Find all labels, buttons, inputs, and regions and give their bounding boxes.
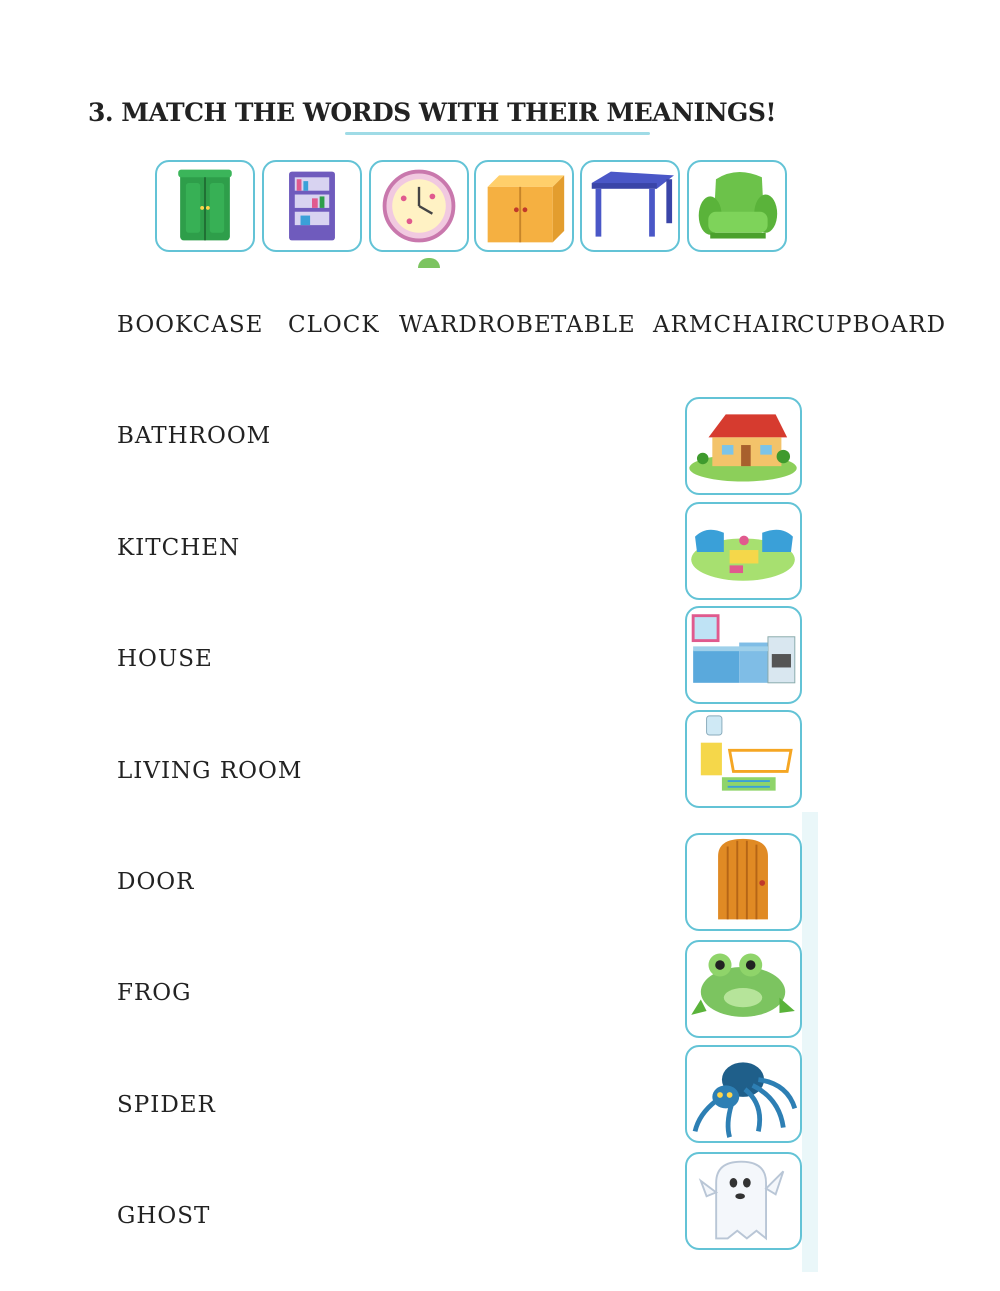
picture-card-clock xyxy=(369,160,469,252)
title-underline-decoration xyxy=(345,132,650,135)
table-icon xyxy=(582,162,678,250)
word-bookcase: BOOKCASE xyxy=(117,312,264,338)
word-clock: CLOCK xyxy=(288,312,380,338)
picture-card-kitchen xyxy=(685,606,802,704)
row-label-house: HOUSE xyxy=(117,646,213,672)
picture-card-living-room xyxy=(685,502,802,600)
picture-card-wardrobe xyxy=(155,160,255,252)
armchair-icon xyxy=(689,162,785,250)
decorative-strip xyxy=(802,812,818,1272)
frog-icon xyxy=(687,942,800,1036)
picture-card-spider xyxy=(685,1045,802,1143)
row-label-spider: SPIDER xyxy=(117,1092,216,1118)
picture-card-cupboard xyxy=(474,160,574,252)
word-cupboard: CUPBOARD xyxy=(797,312,947,338)
row-label-door: DOOR xyxy=(117,869,195,895)
spider-icon xyxy=(687,1047,800,1141)
word-armchair: ARMCHAIR xyxy=(653,312,800,338)
living-room-icon xyxy=(687,504,800,598)
picture-card-table xyxy=(580,160,680,252)
instruction-title: 3. MATCH THE WORDS WITH THEIR MEANINGS! xyxy=(88,98,776,127)
kitchen-icon xyxy=(687,608,800,702)
picture-card-bookcase xyxy=(262,160,362,252)
bathroom-icon xyxy=(687,712,800,806)
cupboard-icon xyxy=(476,162,572,250)
row-label-bathroom: BATHROOM xyxy=(117,423,272,449)
word-table: TABLE xyxy=(551,312,636,338)
ghost-icon xyxy=(687,1154,800,1248)
row-label-ghost: GHOST xyxy=(117,1203,211,1229)
clock-icon xyxy=(371,162,467,250)
picture-card-armchair xyxy=(687,160,787,252)
picture-card-bathroom xyxy=(685,710,802,808)
house-icon xyxy=(687,399,800,493)
picture-card-frog xyxy=(685,940,802,1038)
decorative-leaf xyxy=(418,258,440,268)
bookcase-icon xyxy=(264,162,360,250)
row-label-frog: FROG xyxy=(117,980,192,1006)
wardrobe-icon xyxy=(157,162,253,250)
row-label-kitchen: KITCHEN xyxy=(117,535,241,561)
picture-card-door xyxy=(685,833,802,931)
row-label-living-room: LIVING ROOM xyxy=(117,758,303,784)
word-wardrobe: WARDROBE xyxy=(399,312,552,338)
picture-card-ghost xyxy=(685,1152,802,1250)
picture-card-house xyxy=(685,397,802,495)
door-icon xyxy=(687,835,800,929)
